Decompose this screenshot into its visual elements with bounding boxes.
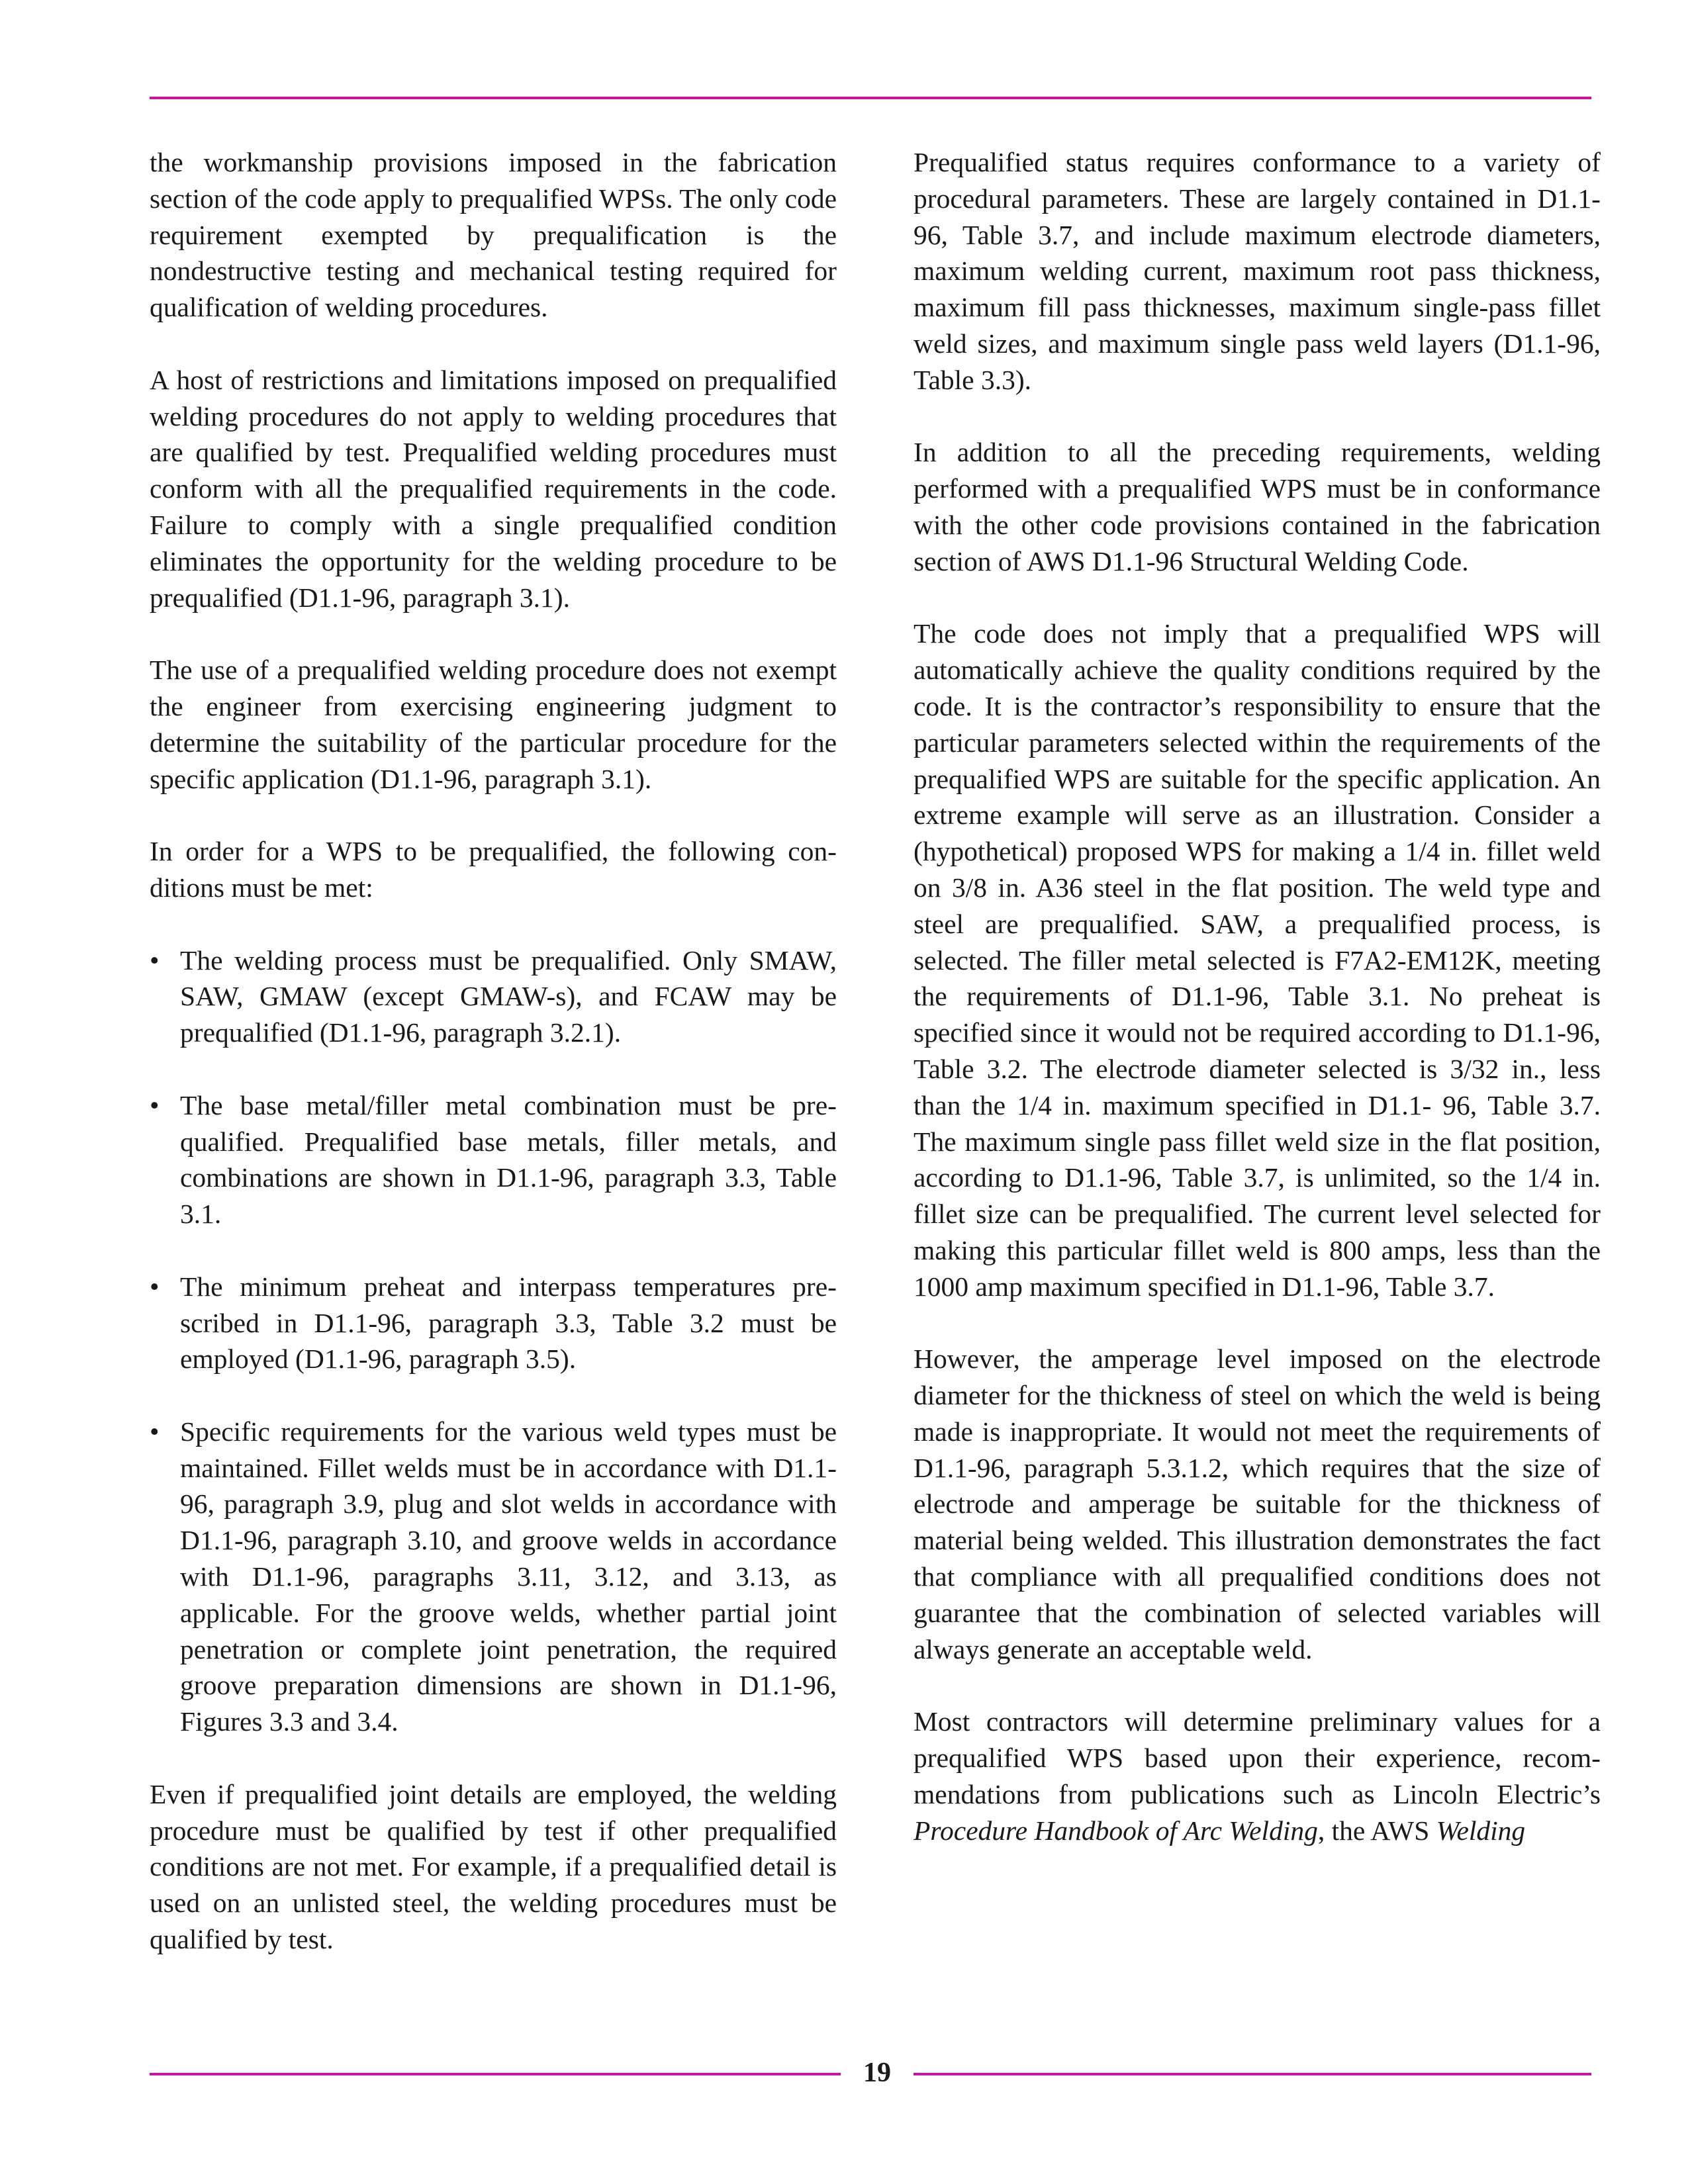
- top-rule: [150, 97, 1591, 99]
- bullet-icon: •: [150, 1271, 160, 1302]
- paragraph: Even if prequalified joint details are employed, the welding procedure must be qualified by test if other prequalified conditions are not met. For example, if a prequalified detail is used on an unlisted steel, the welding procedures must be qualified by test.: [150, 1778, 837, 1955]
- book-title: Procedure Handbook of Arc Welding: [914, 1815, 1318, 1846]
- paragraph: The use of a prequalified welding procedure does not exempt the engineer from exercising engineering judgment to determine the suitability of the particular procedure for the specific application (D1.1-96, paragraph 3.1).: [150, 655, 837, 794]
- left-column: [150, 144, 837, 1958]
- list-item: [150, 1414, 837, 1740]
- paragraph: [914, 1704, 1601, 1848]
- list-item: [150, 1087, 837, 1232]
- paragraph: A host of restrictions and limitations imposed on prequalified welding procedures do not apply to welding procedures that are qualified by test. Prequalified welding procedures must conform with all the prequalified requirements in the code. Failure to comply with a single prequalified condition eliminates the opportunity for the welding procedure to be prequalified (D1.1-96, paragraph 3.1).: [150, 364, 837, 613]
- book-title: Welding: [1436, 1815, 1526, 1846]
- page-number: 19: [863, 2058, 891, 2088]
- bullet-icon: •: [150, 944, 160, 976]
- list-item: [150, 1269, 837, 1377]
- list-item-text: The minimum preheat and interpass temperatures prescribed in D1.1-96, paragraph 3.3, Table 3.2 must be employed (D1.1-96, paragraph 3.5).: [180, 1271, 837, 1375]
- footer-rule-right: [914, 2073, 1591, 2075]
- paragraph: The code does not imply that a prequalified WPS will automatically achieve the quality conditions required by the code. It is the contractor’s responsibility to ensure that the particular parameters selected within the requirements of the prequalified WPS are suitable for the specific application. An extreme example will serve as an illustration. Consider a (hypothetical) proposed WPS for making a 1/4 in. fillet weld on 3/8 in. A36 steel in the flat position. The weld type and steel are prequalified. SAW, a prequalified process, is selected. The filler metal selected is F7A2-EM12K, meeting the requirements of D1.1-96, Table 3.1. No preheat is specified since it would not be required according to D1.1-96, Table 3.2. The electrode diameter selected is 3/32 in., less than the 1/4 in. maximum specified in D1.1- 96, Table 3.7. The maximum single pass fillet weld size in the flat position, according to D1.1-96, Table 3.7, is unlimited, so the 1/4 in. fillet size can be prequalified. The current level selected for making this particular fillet weld is 800 amps, less than the 1000 amp maximum specified in D1.1-96, Table 3.7.: [914, 618, 1601, 1302]
- right-column: [914, 144, 1601, 1848]
- bullet-icon: •: [150, 1416, 160, 1447]
- list-item-text: Specific requirements for the various weld types must be maintained. Fillet welds must be in accordance with D1.1-96, paragraph 3.9, plug and slot welds in accordance with D1.1-96, paragraph 3.10, and groove welds in accordance with D1.1-96, paragraphs 3.11, 3.12, and 3.13, as applicable. For the groove welds, whether partial joint penetration or complete joint penetration, the required groove preparation dimensions are shown in D1.1-96, Figures 3.3 and 3.4.: [180, 1416, 837, 1737]
- paragraph: Prequalified status requires conformance to a variety of procedural parameters. These are largely contained in D1.1-96, Table 3.7, and include maximum electrode diameters, maximum welding current, maximum root pass thickness, maximum fill pass thicknesses, maximum single-pass fillet weld sizes, and maximum single pass weld layers (D1.1-96, Table 3.3).: [914, 147, 1601, 395]
- paragraph-text: , the AWS: [1317, 1815, 1436, 1846]
- bullet-icon: •: [150, 1089, 160, 1120]
- paragraph: In addition to all the preceding requirements, welding performed with a prequalified WPS must be in conformance with the other code provisions contained in the fabrication section of AWS D1.1-96 Structural Welding Code.: [914, 437, 1601, 576]
- list-item-text: The base metal/filler metal combination must be prequalified. Prequalified base metals, filler metals, and combinations are shown in D1.1-96, paragraph 3.3, Table 3.1.: [180, 1089, 837, 1230]
- requirements-list: [150, 942, 837, 1741]
- list-item-text: The welding process must be prequalified. Only SMAW, SAW, GMAW (except GMAW-s), and FCAW may be prequalified (D1.1-96, paragraph 3.2.1).: [180, 944, 837, 1048]
- paragraph-text: Most contractors will determine preliminary values for a prequalified WPS based upon their experience, recommendations from publications such as Lincoln Electric’s: [914, 1706, 1601, 1809]
- paragraph: However, the amperage level imposed on the electrode diameter for the thickness of steel on which the weld is being made is inappropriate. It would not meet the requirements of D1.1-96, paragraph 5.3.1.2, which requires that the size of electrode and amperage be suitable for the thickness of material being welded. This illustration demonstrates the fact that compliance with all prequalified conditions does not guarantee that the combination of selected variables will always generate an acceptable weld.: [914, 1343, 1601, 1664]
- footer-rule-left: [150, 2073, 841, 2075]
- list-item: [150, 942, 837, 1051]
- paragraph: In order for a WPS to be prequalified, the following conditions must be met:: [150, 836, 837, 903]
- paragraph: the workmanship provisions imposed in the fabrication section of the code apply to prequalified WPSs. The only code requirement exempted by prequalification is the nondestructive testing and mechanical testing required for qualification of welding procedures.: [150, 147, 837, 323]
